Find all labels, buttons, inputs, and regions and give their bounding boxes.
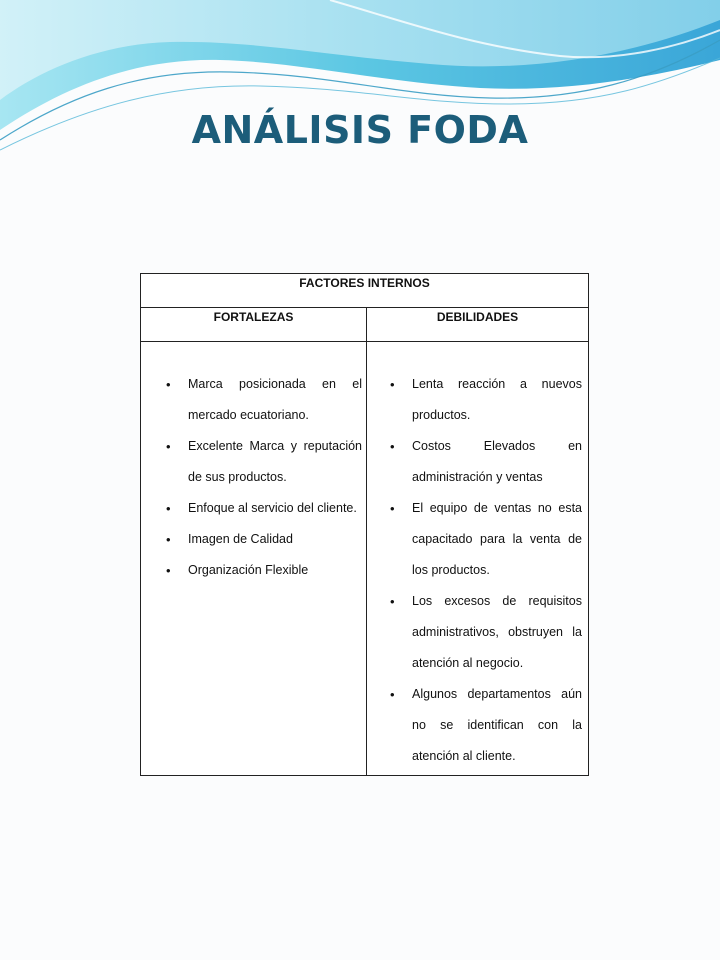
debilidad-item: • Algunos departamentos aún no se identifican con la atención al cliente.: [412, 679, 582, 772]
foda-table: [140, 273, 589, 776]
table-header-factores-internos: FACTORES INTERNOS: [141, 274, 589, 308]
debilidad-item: • Costos Elevados en administración y ventas: [412, 431, 582, 493]
fortaleza-item: • Organización Flexible: [188, 555, 362, 586]
fortaleza-item: • Marca posicionada en el mercado ecuatoriano.: [188, 369, 362, 431]
slide-title: ANÁLISIS FODA: [191, 108, 529, 152]
debilidad-item: • Lenta reacción a nuevos productos.: [412, 369, 582, 431]
fortaleza-item: • Enfoque al servicio del cliente.: [188, 493, 362, 524]
debilidad-item: • Los excesos de requisitos administrativos, obstruyen la atención al negocio.: [412, 586, 582, 679]
fortaleza-item: • Imagen de Calidad: [188, 524, 362, 555]
fortalezas-list: [188, 369, 362, 586]
column-header-fortalezas: FORTALEZAS: [141, 308, 367, 342]
debilidades-cell: [367, 342, 589, 776]
debilidades-list: [412, 369, 582, 772]
fortalezas-cell: [141, 342, 367, 776]
column-header-debilidades: DEBILIDADES: [367, 308, 589, 342]
fortaleza-item: • Excelente Marca y reputación de sus productos.: [188, 431, 362, 493]
debilidad-item: • El equipo de ventas no esta capacitado para la venta de los productos.: [412, 493, 582, 586]
